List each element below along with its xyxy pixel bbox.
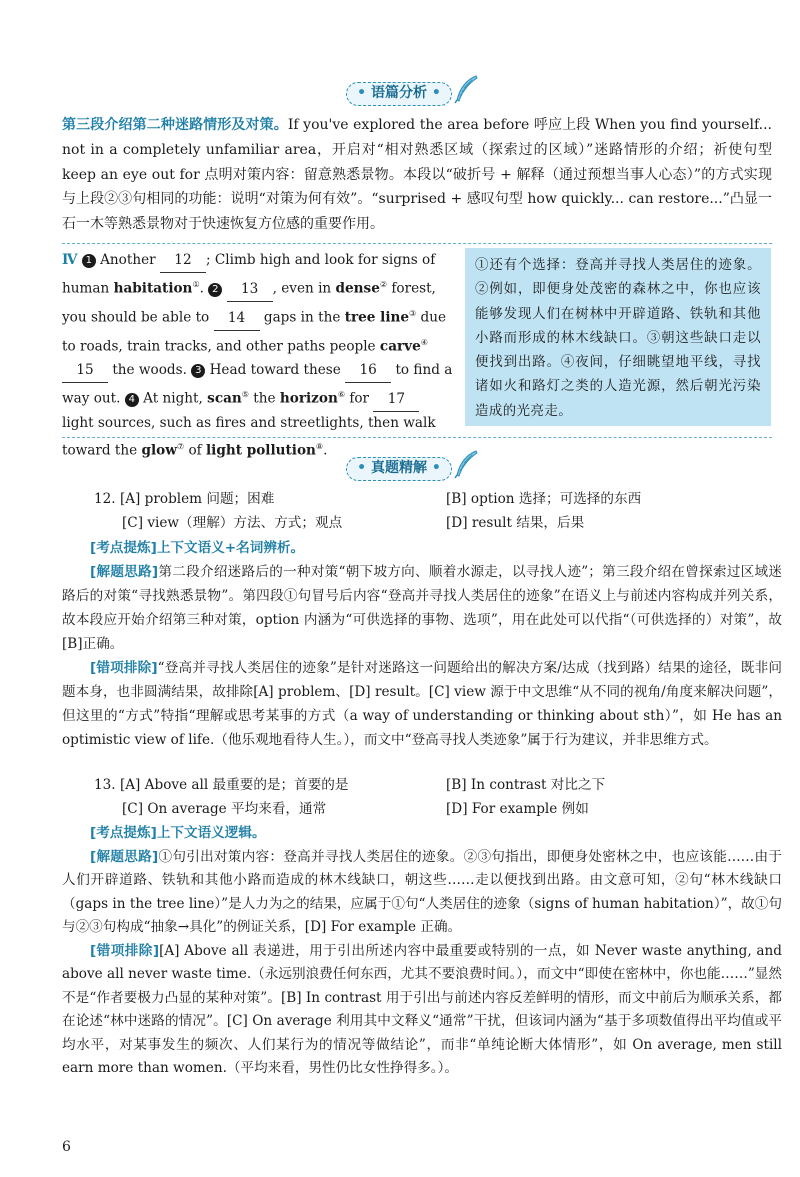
q13-reasoning — [62, 846, 782, 940]
passage-text: the — [253, 390, 276, 407]
option-13b: [B] In contrast 对比之下 — [446, 777, 606, 793]
passage-text: due to roads, train tracks, and other paths people — [62, 309, 447, 355]
q13-explanation — [62, 822, 782, 1081]
passage-text: to find a way out. — [62, 361, 453, 407]
tag-label: [解题思路] — [90, 564, 159, 580]
passage-text: forest, you should be able to — [62, 280, 436, 326]
option-12c: [C] view（理解）方法、方式；观点 — [122, 515, 343, 531]
keypoint-text: 上下文语义逻辑。 — [156, 825, 266, 841]
tag-label: [考点提炼] — [90, 825, 157, 841]
tag-label: [考点提炼] — [90, 540, 157, 556]
sentence-marker: 1 — [82, 254, 96, 268]
option-12a: 12. [A] problem 问题；困难 — [94, 491, 275, 507]
blank-14[interactable]: 14 — [214, 307, 260, 331]
analysis-lead: 第三段介绍第二种迷路情形及对策。 — [62, 117, 288, 133]
passage-text: Head toward these — [209, 361, 341, 378]
q12-elimination — [62, 656, 782, 752]
banner-title: 真题精解 — [371, 460, 427, 476]
passage-text: . — [323, 442, 328, 459]
blank-17[interactable]: 17 — [373, 388, 419, 412]
passage-text: of — [188, 442, 202, 459]
elimination-text: “登高并寻找人类居住的迹象”是针对迷路这一问题给出的解决方案/达成（找到路）结果的途径，既非问题本身，也非圆满结果，故排除[A] problem、[D] result。[C] view 源于中文思维“从不同的视角/角度来解决问题”，但这里的“方式”特指“理解或思考某事的方式（a way of understanding or thinking about sth）”，如 He has an optimistic view of life.（他乐观地看待人生。），而文中“登高寻找人类迹象”属于行为建议，并非思维方式。 — [62, 660, 782, 748]
divider — [62, 437, 772, 438]
quill-pen-icon — [452, 74, 480, 104]
option-13c: [C] On average 平均来看，通常 — [122, 801, 327, 817]
sentence-marker: 4 — [125, 393, 139, 407]
passage-text: for — [349, 390, 370, 407]
analysis-paragraph — [62, 113, 772, 237]
passage-text: light sources, such as fires and streetlights, then walk toward the — [62, 414, 436, 459]
footnote-mark: ⑤ — [241, 390, 249, 400]
q12-reasoning — [62, 560, 782, 656]
passage-text: . — [199, 280, 204, 297]
footnote-mark: ④ — [420, 337, 428, 347]
passage-text: ; Climb high and look for signs of human — [62, 252, 436, 297]
section-banner-analysis: • 语篇分析 • — [346, 82, 452, 106]
option-12d: [D] result 结果，后果 — [446, 515, 585, 531]
q12-explanation — [62, 536, 782, 752]
tag-label: [错项排除] — [90, 942, 160, 959]
vocab-word: carve — [379, 338, 421, 355]
footnote-mark: ③ — [409, 309, 417, 319]
vocab-word: habitation — [113, 280, 193, 297]
analysis-body: If you've explored the area before 呼应上段 When you find yourself... not in a completely unfamiliar area，开启对“相对熟悉区域（探索过的区域）”迷路情形的介绍；祈使句型 keep an eye out for 点明对策内容：留意熟悉景物。本段以“破折号 + 解释（通过预想当事人心态）”的方式实现与上段②③句相同的功能：说明“对策为何有效”。“surprised + 感叹句型 how quickly... can restore...”凸显一石一木等熟悉景物对于快速恢复方位感的重要作用。 — [62, 117, 772, 233]
option-12b: [B] option 选择；可选择的东西 — [446, 491, 642, 507]
reasoning-text: ①句引出对策内容：登高并寻找人类居住的迹象。②③句指出，即便身处密林之中，也应该能……由于人们开辟道路、铁轨和其他小路而造成的林木线缺口，朝这些……走以便找到出路。由文意可知，②句“林木线缺口（gaps in the tree line）”是人力为之的结果，应属于①句“人类居住的迹象（signs of human habitation）”，故①句与②③句构成“抽象→具化”的例证关系，[D] For example 正确。 — [62, 848, 782, 935]
translation-box — [465, 248, 771, 426]
option-13a: 13. [A] Above all 最重要的是；首要的是 — [94, 777, 349, 793]
vocab-word: horizon — [279, 390, 338, 407]
passage-paragraph — [62, 249, 454, 463]
keypoint-text: 上下文语义+名词辨析。 — [156, 540, 305, 556]
q13-keypoint — [62, 822, 782, 846]
reasoning-text: 第二段介绍迷路后的一种对策“朝下坡方向、顺着水源走，以寻找人迹”；第三段介绍在曾探索过区域迷路后的对策“寻找熟悉景物”。第四段①句冒号后内容“登高并寻找人类居住的迹象”在语义上与前述内容构成并列关系，故本段应开始介绍第三种对策，option 内涵为“可供选择的事物、选项”，用在此处可以代指“（可供选择的）对策”，故[B]正确。 — [62, 564, 782, 652]
footnote-mark: ⑦ — [176, 442, 185, 452]
q12-keypoint — [62, 536, 782, 560]
sentence-marker: 2 — [208, 283, 222, 297]
tag-label: [解题思路] — [90, 848, 159, 865]
passage-text: gaps in the — [263, 309, 341, 326]
blank-15[interactable]: 15 — [62, 359, 108, 383]
footnote-mark: ⑧ — [315, 442, 324, 452]
quill-pen-icon — [452, 449, 480, 479]
sentence-marker: 3 — [191, 364, 205, 378]
tag-label: [错项排除] — [90, 660, 158, 676]
footnote-mark: ① — [192, 280, 200, 290]
footnote-mark: ② — [379, 280, 388, 290]
footnote-mark: ⑥ — [337, 390, 346, 400]
blank-13[interactable]: 13 — [227, 278, 273, 302]
passage-text: Another — [100, 252, 156, 268]
elimination-text: [A] Above all 表递进，用于引出所述内容中最重要或特别的一点，如 Never waste anything, and above all never waste time.（永远别浪费任何东西，尤其不要浪费时间。），而文中“即使在密林中，你也能……”显然不是“作者要极力凸显的某种对策”。[B] In contrast 用于引出与前述内容反差鲜明的情形，而文中前后为顺承关系，都在论述“林中迷路的情况”。[C] On average 利用其中文释义“通常”干扰，但该词内涵为“基于多项数值得出平均值或平均水平，对某事发生的频次、人们某行为的情况等做结论”，而非“单纯论断大体情形”，如 On average, men still earn more than women.（平均来看，男性仍比女性挣得多。）。 — [62, 942, 782, 1076]
vocab-word: dense — [335, 280, 380, 297]
passage-text: the woods. — [112, 361, 187, 378]
q13-elimination — [62, 940, 782, 1081]
vocab-word: scan — [207, 390, 242, 407]
vocab-word: light pollution — [206, 442, 316, 459]
blank-12[interactable]: 12 — [160, 249, 206, 273]
paragraph-number: Ⅳ — [62, 252, 78, 268]
page-number: 6 — [62, 1139, 71, 1155]
vocab-word: glow — [141, 442, 177, 459]
passage-text: , even in — [272, 280, 332, 297]
section-banner-answers: • 真题精解 • — [346, 457, 452, 481]
blank-16[interactable]: 16 — [345, 359, 391, 383]
banner-title: 语篇分析 — [371, 85, 427, 101]
passage-text: At night, — [143, 390, 203, 407]
option-13d: [D] For example 例如 — [446, 801, 589, 817]
divider — [62, 243, 772, 244]
vocab-word: tree line — [344, 309, 410, 326]
translation-text: ①还有个选择：登高并寻找人类居住的迹象。②例如，即便身处茂密的森林之中，你也应该能够发现人们在树林中开辟道路、铁轨和其他小路而形成的林木线缺口。③朝这些缺口走以便找到出路。④夜间，仔细眺望地平线，寻找诸如火和路灯之类的人造光源，然后朝光污染造成的光亮走。 — [475, 258, 761, 419]
